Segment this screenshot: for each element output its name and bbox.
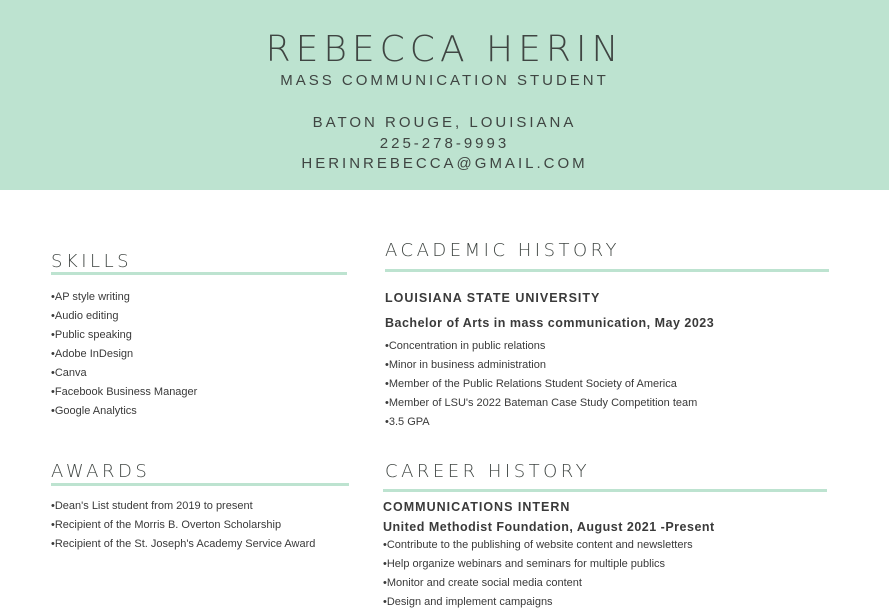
- skill-item: • Facebook Business Manager: [51, 383, 197, 402]
- skill-item: • Canva: [51, 364, 197, 383]
- award-item: • Dean's List student from 2019 to present: [51, 497, 315, 516]
- academic-heading: ACADEMIC HISTORY: [385, 240, 621, 261]
- awards-divider: [51, 483, 349, 486]
- job-title: COMMUNICATIONS INTERN: [383, 500, 571, 514]
- academic-item: • 3.5 GPA: [385, 413, 697, 432]
- school-name: LOUISIANA STATE UNIVERSITY: [385, 291, 601, 305]
- awards-list: [51, 497, 315, 554]
- academic-item: • Concentration in public relations: [385, 337, 697, 356]
- skill-item: • AP style writing: [51, 288, 197, 307]
- skill-item: • Public speaking: [51, 326, 197, 345]
- skill-item: • Google Analytics: [51, 402, 197, 421]
- career-item: • Design and implement campaigns: [383, 593, 693, 612]
- award-item: • Recipient of the St. Joseph's Academy Service Award: [51, 535, 315, 554]
- academic-list: [385, 337, 697, 432]
- career-item: • Contribute to the publishing of website content and newsletters: [383, 536, 693, 555]
- contact-location: BATON ROUGE, LOUISIANA: [312, 114, 577, 131]
- employer-line: United Methodist Foundation, August 2021 -Present: [383, 520, 715, 534]
- career-list: [383, 536, 693, 612]
- skill-item: • Adobe InDesign: [51, 345, 197, 364]
- contact-phone: 225-278-9993: [379, 135, 510, 152]
- academic-item: • Member of LSU's 2022 Bateman Case Study Competition team: [385, 394, 697, 413]
- career-item: • Monitor and create social media content: [383, 574, 693, 593]
- academic-divider: [385, 269, 829, 272]
- applicant-name: REBECCA HERIN: [265, 29, 624, 70]
- academic-item: • Minor in business administration: [385, 356, 697, 375]
- academic-item: • Member of the Public Relations Student Society of America: [385, 375, 697, 394]
- skills-divider: [51, 272, 347, 275]
- skill-item: • Audio editing: [51, 307, 197, 326]
- career-divider: [383, 489, 827, 492]
- award-item: • Recipient of the Morris B. Overton Scholarship: [51, 516, 315, 535]
- degree-line: Bachelor of Arts in mass communication, May 2023: [385, 316, 715, 330]
- career-heading: CAREER HISTORY: [385, 461, 591, 482]
- applicant-title: MASS COMMUNICATION STUDENT: [280, 72, 609, 89]
- contact-email: HERINREBECCA@GMAIL.COM: [301, 155, 588, 172]
- skills-heading: SKILLS: [51, 251, 133, 272]
- career-item: • Help organize webinars and seminars for multiple publics: [383, 555, 693, 574]
- awards-heading: AWARDS: [51, 461, 151, 482]
- resume-header: [0, 0, 889, 190]
- skills-list: [51, 288, 197, 421]
